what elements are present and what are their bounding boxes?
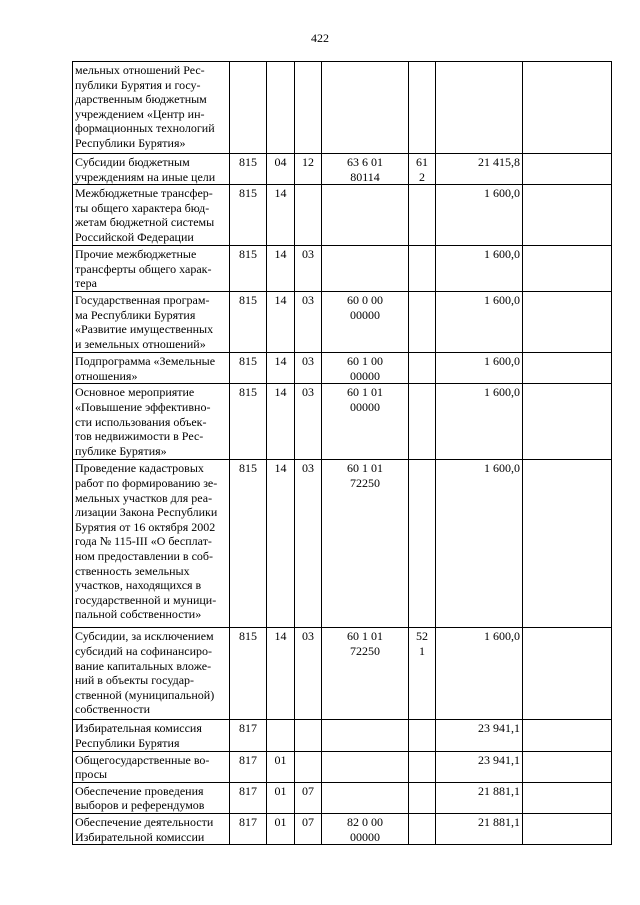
target-article-cell	[322, 62, 409, 154]
table-row	[73, 353, 612, 384]
sum-cell-text: 23 941,1	[478, 721, 520, 736]
ministry-code-cell-text: 815	[239, 247, 257, 262]
table-body	[73, 62, 612, 845]
section-code-cell-text: 14	[274, 186, 287, 201]
row-name-cell-text: Подпрограмма «Земельные отношения»	[75, 354, 216, 383]
ministry-code-cell	[230, 751, 267, 782]
row-name-cell-text: Основное мероприятие «Повышение эффективно- сти использования объек- тов недвижимости в Рес- публике Бурятия»	[75, 385, 211, 458]
ministry-code-cell-text: 817	[239, 721, 257, 736]
target-article-cell-text: 60 1 00 00000	[347, 354, 383, 383]
target-article-cell-text: 60 1 01 72250	[347, 461, 383, 490]
section-code-cell-text: 01	[274, 814, 287, 829]
expense-kind-cell	[409, 353, 436, 384]
budget-table	[72, 61, 612, 845]
ministry-code-cell-text: 817	[239, 752, 257, 767]
page-number: 422	[311, 31, 329, 45]
row-name-cell-text: Общегосударственные во- просы	[75, 752, 210, 782]
row-name-cell-text: Избирательная комиссия Республики Бурятия	[75, 721, 202, 750]
target-article-cell-text: 60 1 01 72250	[347, 629, 383, 658]
target-article-cell	[322, 292, 409, 353]
section-code-cell-text: 14	[274, 354, 287, 369]
section-code-cell	[267, 782, 295, 813]
target-article-cell	[322, 154, 409, 185]
section-code-cell	[267, 292, 295, 353]
section-code-cell-text: 14	[274, 247, 287, 262]
subsection-code-cell	[295, 62, 322, 154]
table-row	[73, 292, 612, 353]
table-row	[73, 246, 612, 292]
ministry-code-cell	[230, 384, 267, 460]
ministry-code-cell-text: 815	[239, 186, 257, 201]
expense-kind-cell-text: 61 2	[416, 155, 428, 184]
subsection-code-cell-text: 03	[302, 247, 314, 262]
target-article-cell	[322, 813, 409, 844]
row-name-cell-text: мельных отношений Рес- публики Бурятия и госу- дарственным бюджетным учреждением «Центр ин- формационных технологий Республики Бурятия»	[75, 63, 215, 150]
subsection-code-cell	[295, 813, 322, 844]
sum-cell	[436, 353, 523, 384]
subsection-code-cell	[295, 720, 322, 751]
empty-cell	[523, 813, 612, 844]
target-article-cell	[322, 353, 409, 384]
section-code-cell-text: 14	[274, 385, 287, 400]
row-name-cell	[73, 813, 230, 844]
ministry-code-cell-text: 817	[239, 814, 257, 829]
section-code-cell	[267, 720, 295, 751]
sum-cell	[436, 292, 523, 353]
sum-cell	[436, 62, 523, 154]
subsection-code-cell	[295, 246, 322, 292]
ministry-code-cell	[230, 813, 267, 844]
ministry-code-cell-text: 815	[239, 461, 257, 476]
row-name-cell-text: Субсидии, за исключением субсидий на софинансиро- вание капитальных вложе- ний в объекты государ- ственной (муниципальной) собственности	[75, 629, 215, 717]
row-name-cell	[73, 246, 230, 292]
sum-cell-text: 1 600,0	[484, 354, 520, 369]
sum-cell-text: 21 881,1	[478, 814, 520, 829]
ministry-code-cell	[230, 720, 267, 751]
sum-cell-text: 1 600,0	[484, 461, 520, 476]
row-name-cell-text: Межбюджетные трансфер- ты общего характера бюд- жетам бюджетной системы Российской Федерации	[75, 186, 215, 244]
expense-kind-cell	[409, 720, 436, 751]
subsection-code-cell-text: 07	[302, 814, 314, 829]
section-code-cell-text: 01	[274, 783, 287, 798]
ministry-code-cell-text: 815	[239, 155, 257, 169]
subsection-code-cell-text: 12	[302, 155, 314, 169]
empty-cell	[523, 384, 612, 460]
empty-cell	[523, 292, 612, 353]
sum-cell	[436, 185, 523, 246]
empty-cell	[523, 460, 612, 628]
sum-cell	[436, 751, 523, 782]
section-code-cell-text: 14	[274, 629, 287, 644]
section-code-cell	[267, 384, 295, 460]
row-name-cell	[73, 154, 230, 185]
sum-cell	[436, 782, 523, 813]
section-code-cell	[267, 154, 295, 185]
subsection-code-cell	[295, 353, 322, 384]
section-code-cell	[267, 751, 295, 782]
empty-cell	[523, 246, 612, 292]
sum-cell	[436, 460, 523, 628]
ministry-code-cell	[230, 292, 267, 353]
row-name-cell	[73, 185, 230, 246]
sum-cell-text: 1 600,0	[484, 385, 520, 400]
table-row	[73, 720, 612, 751]
sum-cell-text: 1 600,0	[484, 629, 520, 644]
empty-cell	[523, 62, 612, 154]
empty-cell	[523, 782, 612, 813]
expense-kind-cell	[409, 384, 436, 460]
section-code-cell	[267, 353, 295, 384]
expense-kind-cell	[409, 751, 436, 782]
ministry-code-cell-text: 815	[239, 385, 257, 400]
row-name-cell-text: Проведение кадастровых работ по формированию зе- мельных участков для реа- лизации Закона Республики Бурятия от 16 октября 2002 года № 115-III «О бесплат- ном предоставлении в соб- ственность земельных участков, находящихся в государственной и муници- пальной собственности»	[75, 461, 218, 622]
sum-cell	[436, 628, 523, 720]
ministry-code-cell-text: 817	[239, 783, 257, 798]
row-name-cell-text: Субсидии бюджетным учреждениям на иные цели	[75, 155, 216, 184]
expense-kind-cell	[409, 628, 436, 720]
target-article-cell	[322, 185, 409, 246]
sum-cell-text: 1 600,0	[484, 186, 520, 201]
sum-cell-text: 21 415,8	[478, 155, 520, 169]
sum-cell	[436, 246, 523, 292]
row-name-cell	[73, 782, 230, 813]
empty-cell	[523, 751, 612, 782]
table-row	[73, 782, 612, 813]
section-code-cell	[267, 460, 295, 628]
table-row	[73, 62, 612, 154]
row-name-cell	[73, 353, 230, 384]
expense-kind-cell	[409, 154, 436, 185]
sum-cell-text: 21 881,1	[478, 783, 520, 798]
sum-cell	[436, 720, 523, 751]
ministry-code-cell	[230, 185, 267, 246]
target-article-cell	[322, 720, 409, 751]
subsection-code-cell	[295, 292, 322, 353]
ministry-code-cell	[230, 628, 267, 720]
row-name-cell-text: Обеспечение деятельности Избирательной комиссии	[75, 814, 214, 844]
ministry-code-cell	[230, 353, 267, 384]
subsection-code-cell	[295, 782, 322, 813]
target-article-cell	[322, 782, 409, 813]
row-name-cell	[73, 384, 230, 460]
row-name-cell-text: Обеспечение проведения выборов и референдумов	[75, 783, 205, 813]
target-article-cell	[322, 384, 409, 460]
subsection-code-cell-text: 03	[302, 629, 314, 644]
target-article-cell-text: 60 0 00 00000	[347, 293, 383, 322]
subsection-code-cell-text: 03	[302, 461, 314, 476]
row-name-cell	[73, 628, 230, 720]
row-name-cell	[73, 292, 230, 353]
section-code-cell-text: 14	[274, 293, 287, 308]
target-article-cell-text: 60 1 01 00000	[347, 385, 383, 414]
target-article-cell-text: 63 6 01 80114	[347, 155, 383, 184]
section-code-cell	[267, 628, 295, 720]
expense-kind-cell	[409, 460, 436, 628]
ministry-code-cell	[230, 62, 267, 154]
expense-kind-cell-text: 52 1	[416, 629, 428, 658]
table-row	[73, 751, 612, 782]
ministry-code-cell	[230, 782, 267, 813]
target-article-cell	[322, 628, 409, 720]
ministry-code-cell-text: 815	[239, 629, 257, 644]
subsection-code-cell	[295, 460, 322, 628]
sum-cell	[436, 384, 523, 460]
sum-cell-text: 1 600,0	[484, 293, 520, 308]
row-name-cell	[73, 720, 230, 751]
subsection-code-cell-text: 03	[302, 293, 314, 308]
empty-cell	[523, 353, 612, 384]
expense-kind-cell	[409, 62, 436, 154]
section-code-cell-text: 01	[274, 752, 287, 767]
empty-cell	[523, 628, 612, 720]
ministry-code-cell	[230, 460, 267, 628]
section-code-cell-text: 04	[274, 155, 287, 169]
section-code-cell	[267, 185, 295, 246]
table-row	[73, 813, 612, 844]
expense-kind-cell	[409, 782, 436, 813]
target-article-cell-text: 82 0 00 00000	[347, 814, 383, 844]
subsection-code-cell-text: 03	[302, 385, 314, 400]
subsection-code-cell	[295, 154, 322, 185]
sum-cell-text: 23 941,1	[478, 752, 520, 767]
row-name-cell	[73, 751, 230, 782]
empty-cell	[523, 154, 612, 185]
section-code-cell	[267, 62, 295, 154]
expense-kind-cell	[409, 813, 436, 844]
section-code-cell	[267, 246, 295, 292]
section-code-cell	[267, 813, 295, 844]
target-article-cell	[322, 751, 409, 782]
table-row	[73, 384, 612, 460]
subsection-code-cell	[295, 384, 322, 460]
sum-cell	[436, 813, 523, 844]
section-code-cell-text: 14	[274, 461, 287, 476]
ministry-code-cell	[230, 246, 267, 292]
subsection-code-cell	[295, 628, 322, 720]
subsection-code-cell-text: 03	[302, 354, 314, 369]
sum-cell	[436, 154, 523, 185]
target-article-cell	[322, 460, 409, 628]
table-row	[73, 460, 612, 628]
ministry-code-cell-text: 815	[239, 354, 257, 369]
expense-kind-cell	[409, 185, 436, 246]
sum-cell-text: 1 600,0	[484, 247, 520, 262]
subsection-code-cell-text: 07	[302, 783, 314, 798]
empty-cell	[523, 185, 612, 246]
table-row	[73, 154, 612, 185]
target-article-cell	[322, 246, 409, 292]
expense-kind-cell	[409, 292, 436, 353]
table-row	[73, 185, 612, 246]
expense-kind-cell	[409, 246, 436, 292]
subsection-code-cell	[295, 751, 322, 782]
ministry-code-cell-text: 815	[239, 293, 257, 308]
empty-cell	[523, 720, 612, 751]
table-row	[73, 628, 612, 720]
row-name-cell-text: Прочие межбюджетные трансферты общего харак- тера	[75, 247, 212, 291]
row-name-cell	[73, 62, 230, 154]
subsection-code-cell	[295, 185, 322, 246]
row-name-cell-text: Государственная програм- ма Республики Бурятия «Развитие имущественных и земельных отношений»	[75, 293, 214, 351]
row-name-cell	[73, 460, 230, 628]
ministry-code-cell	[230, 154, 267, 185]
